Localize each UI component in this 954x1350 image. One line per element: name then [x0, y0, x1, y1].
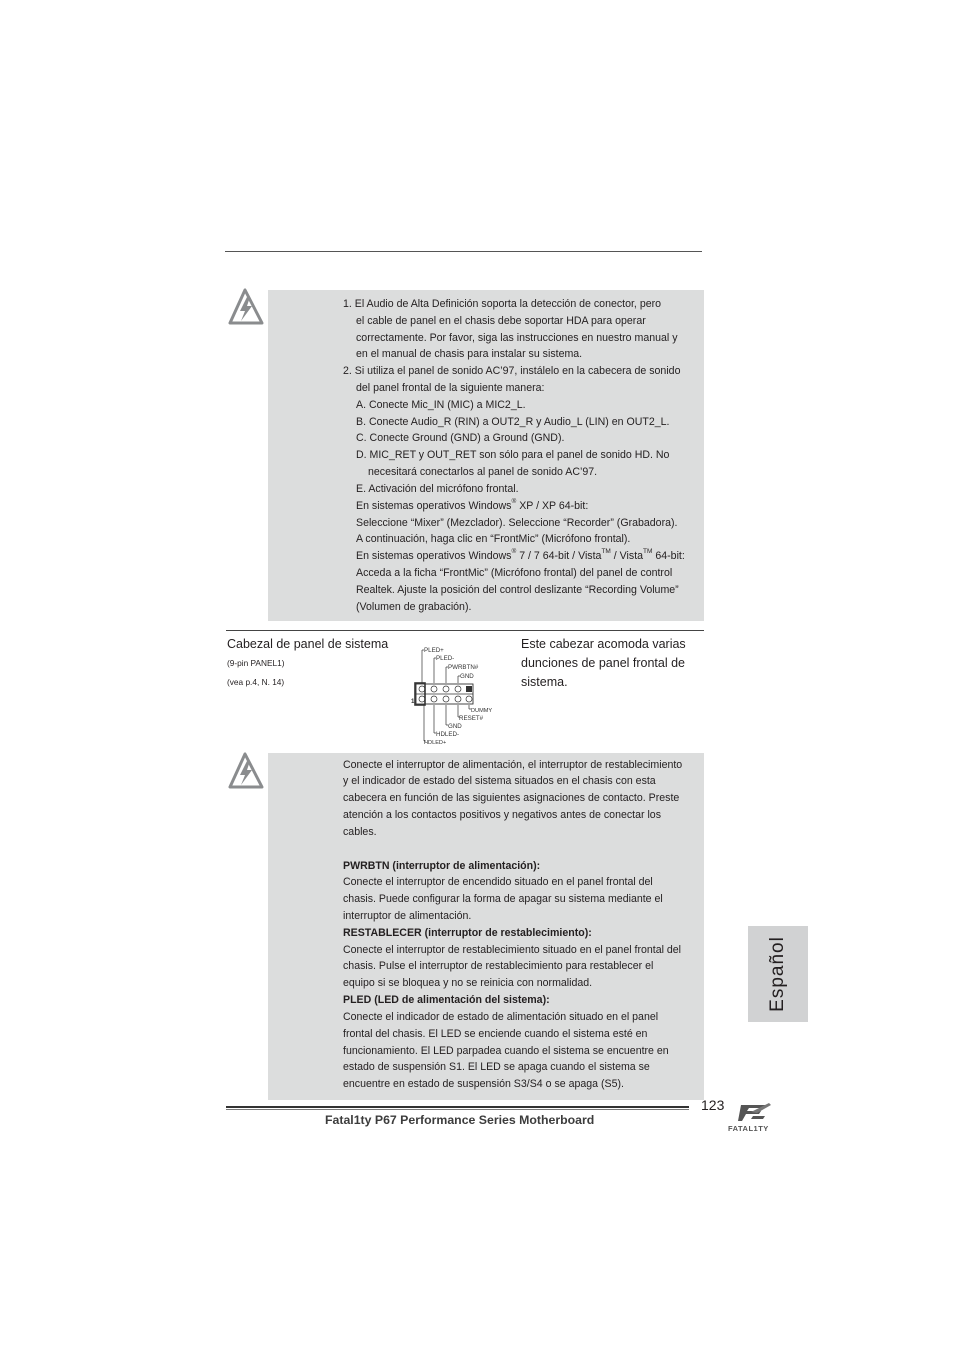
vista-versions: / Vista — [613, 550, 644, 562]
panel-header-pinout-diagram — [410, 643, 500, 747]
pin-label-gnd-bottom: GND — [448, 723, 462, 730]
warning-icon — [227, 752, 267, 790]
reset-heading: RESTABLECER (interruptor de restablecimiento): — [343, 927, 592, 939]
pin-label-pled-plus: PLED+ — [424, 647, 444, 654]
pin-label-reset: RESET# — [459, 715, 484, 722]
note1-line-2: el cable de panel en el chasis debe soportar HDA para operar — [356, 315, 646, 327]
pwrbtn-heading: PWRBTN (interruptor de alimentación): — [343, 860, 541, 872]
note2-line-20: encuentre en estado de suspensión S3/S4 o se apaga (S5). — [343, 1078, 624, 1090]
note2-heading-reset — [343, 925, 592, 942]
xp-versions: XP / XP 64-bit: — [519, 500, 589, 512]
note1-line-7: A. Conecte Mic_IN (MIC) a MIC2_L. — [356, 399, 526, 411]
pin-label-dummy: DUMMY — [471, 708, 493, 714]
pin-label-pwrbtn: PWRBTN# — [448, 664, 479, 671]
trademark-mark: TM — [643, 548, 653, 556]
note1-line-3: correctamente. Por favor, siga las instrucciones en nuestro manual y — [356, 332, 678, 344]
note2-line-8: Conecte el interruptor de encendido situado en el panel frontal del — [343, 876, 653, 888]
note1-line-11: necesitará conectarlos al panel de sonido AC’97. — [368, 466, 598, 478]
note1-line-4: en el manual de chasis para instalar su sistema. — [356, 348, 583, 360]
header-desc-line: dunciones de panel frontal de — [521, 656, 686, 671]
note2-line-18: funcionamiento. El LED parpadea cuando el sistema se encuentre en — [343, 1045, 669, 1057]
footer-rule — [226, 1106, 689, 1108]
note1-line-xp — [356, 498, 588, 515]
bit-suffix: 64-bit: — [655, 550, 685, 562]
pin-label-pled-minus: PLED- — [436, 655, 455, 662]
header-desc-line: sistema. — [521, 675, 568, 690]
note2-line-17: frontal del chasis. El LED se enciende cuando el sistema esté en — [343, 1028, 648, 1040]
note1-line-9: C. Conecte Ground (GND) a Ground (GND). — [356, 432, 565, 444]
registered-mark: ® — [511, 498, 517, 506]
header-title: Cabezal de panel de sistema — [227, 637, 389, 651]
note1-line-12: E. Activación del micrófono frontal. — [356, 483, 519, 495]
note2-line-10: interruptor de alimentación. — [343, 910, 472, 922]
note2-line-13: chasis. Pulse el interruptor de restablecimiento para restablecer el — [343, 960, 654, 972]
warning-icon — [227, 288, 267, 326]
note1-line-19: (Volumen de grabación). — [356, 601, 472, 613]
note2-line-2: y el indicador de estado del sistema situados en el chasis con esta — [343, 775, 656, 787]
note2-line-9: chasis. Puede configurar la forma de apagar su sistema mediante el — [343, 893, 663, 905]
note2-line-14: equipo si se bloquea y no se reinicia con normalidad. — [343, 977, 593, 989]
page-number: 123 — [701, 1097, 725, 1113]
os-prefix: En sistemas operativos Windows — [356, 550, 512, 562]
note1-line-18: Realtek. Ajuste la posición del control deslizante “Recording Volume” — [356, 584, 679, 596]
pin-1-marker: 1 — [411, 698, 415, 705]
language-tab — [748, 926, 808, 1022]
header-page-ref: (vea p.4, N. 14) — [227, 677, 285, 687]
note2-line-1: Conecte el interruptor de alimentación, el interruptor de restablecimiento — [343, 759, 683, 771]
note2-line-5: cables. — [343, 826, 377, 838]
note2-line-16: Conecte el indicador de estado de alimentación situado en el panel — [343, 1011, 659, 1023]
pin-label-gnd-top: GND — [460, 673, 474, 680]
note1-line-17: Acceda a la ficha “FrontMic” (Micrófono frontal) del panel de control — [356, 567, 673, 579]
note2-heading-pwrbtn — [343, 858, 540, 875]
note1-line-5: 2. Si utiliza el panel de sonido AC’97, instálelo en la cabecera de sonido — [343, 365, 681, 377]
note1-line-10: D. MIC_RET y OUT_RET son sólo para el panel de sonido HD. No — [356, 449, 670, 461]
footer-rule-thin — [226, 1109, 689, 1110]
note1-line-8: B. Conecte Audio_R (RIN) a OUT2_R y Audio_L (LIN) en OUT2_L. — [356, 416, 670, 428]
header-pin-count: (9-pin PANEL1) — [227, 658, 285, 668]
os-prefix: En sistemas operativos Windows — [356, 500, 512, 512]
fatal1ty-logo-icon — [727, 1099, 783, 1135]
footer-title: Fatal1ty P67 Performance Series Motherboard — [325, 1113, 595, 1127]
pin-label-hdled-minus: HDLED- — [436, 731, 460, 738]
note2-line-19: estado de suspensión S1. El LED se apaga cuando el sistema se — [343, 1061, 650, 1073]
language-tab-label: Español — [767, 936, 788, 1012]
note1-line-1: 1. El Audio de Alta Definición soporta la detección de conector, pero — [343, 298, 662, 310]
section-divider — [226, 630, 704, 631]
note2-line-12: Conecte el interruptor de restablecimiento situado en el panel frontal del — [343, 944, 682, 956]
note1-line-14: Seleccione “Mixer” (Mezclador). Seleccione “Recorder” (Grabadora). — [356, 517, 678, 529]
pled-heading: PLED (LED de alimentación del sistema): — [343, 994, 550, 1006]
note1-line-6: del panel frontal de la siguiente manera: — [356, 382, 545, 394]
note2-line-4: atención a los contactos positivos y negativos antes de conectar los — [343, 809, 661, 821]
header-description — [521, 635, 686, 693]
note2-heading-pled — [343, 992, 550, 1009]
registered-mark: ® — [511, 548, 517, 556]
note2-line-3: cabecera en función de las siguientes asignaciones de contacto. Preste — [343, 792, 680, 804]
top-rule — [225, 251, 702, 252]
note1-line-win7 — [356, 548, 685, 565]
fatal1ty-logo-text: FATAL1TY — [728, 1124, 769, 1133]
trademark-mark: TM — [601, 548, 611, 556]
win7-versions: 7 / 7 64-bit / Vista — [519, 550, 602, 562]
pin-label-hdled-plus: HDLED+ — [424, 740, 447, 746]
note1-line-15: A continuación, haga clic en “FrontMic” (Micrófono frontal). — [356, 533, 631, 545]
header-desc-line: Este cabezar acomoda varias — [521, 637, 686, 651]
